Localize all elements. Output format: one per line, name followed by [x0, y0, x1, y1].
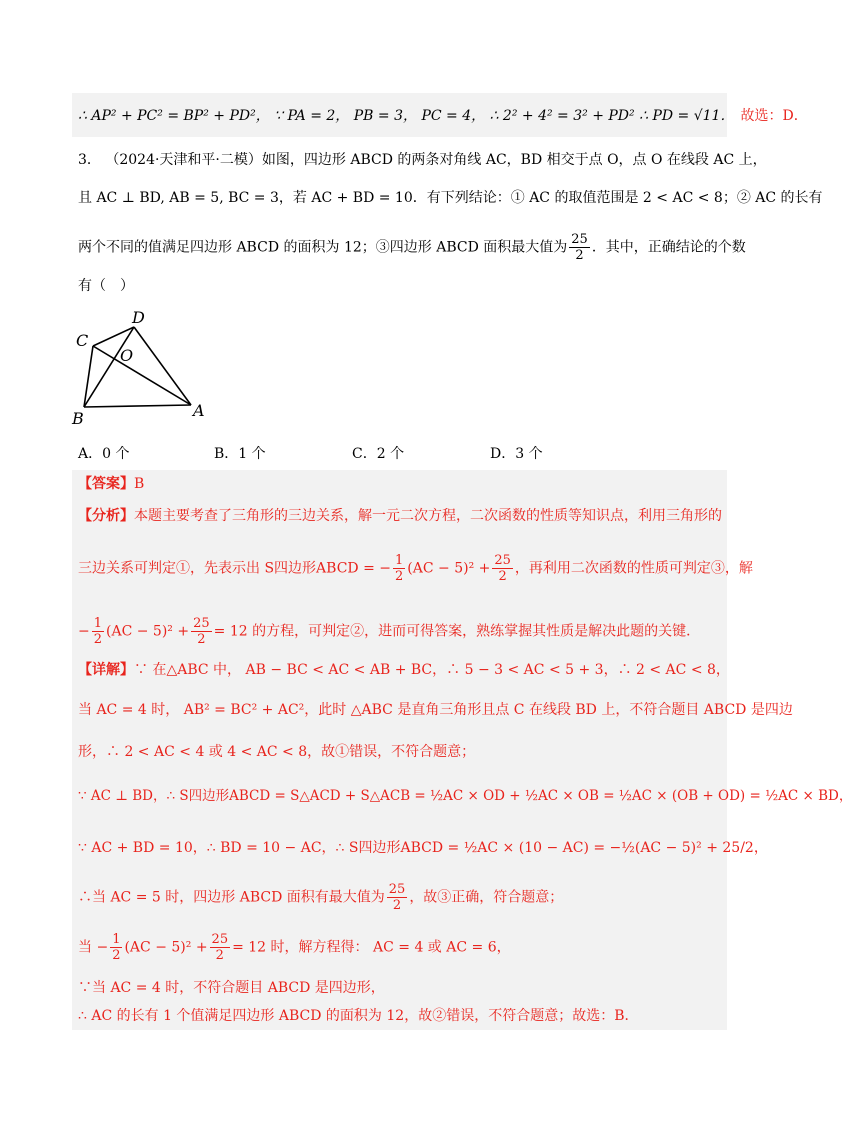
question-line-1: 3． （2024·天津和平·二模）如图，四边形 ABCD 的两条对角线 AC，BD 相交于点 O，点 O 在线段 AC 上，	[78, 152, 767, 168]
edge-BA	[84, 405, 191, 407]
option-b[interactable]: B．1 个	[214, 446, 266, 462]
diagonal-AC	[93, 346, 191, 405]
detail-line-8: ∵当 AC = 4 时，不符合题目 ABCD 是四边形，	[78, 980, 385, 996]
answer-line: 【答案】B	[78, 476, 145, 492]
analysis-line-3: − $\frac{1}{2}$ (AC − 5)² + $\frac{25}{2}$ = 12 的方程，可判定②，进而可得答案，熟练掌握其性质是解决此题的关键．	[78, 616, 701, 647]
edge-DA	[134, 327, 191, 405]
option-a[interactable]: A．0 个	[78, 446, 130, 462]
prev-choice: 故选：D．	[740, 108, 808, 124]
prev-solution-line	[78, 106, 808, 126]
question-line-3: 两个不同的值满足四边形 ABCD 的面积为 12；③四边形 ABCD 面积最大值为 $\frac{25}{2}$ ．其中，正确结论的个数	[78, 232, 746, 263]
label-A: A	[193, 401, 205, 420]
detail-line-6: ∴当 AC = 5 时，四边形 ABCD 面积有最大值为 $\frac{25}{2}$ ，故③正确，符合题意；	[78, 882, 564, 913]
analysis-line-1: 【分析】本题主要考查了三角形的三边关系，解一元二次方程，二次函数的性质等知识点，利用三角形的	[78, 508, 722, 524]
label-C: C	[76, 331, 89, 350]
detail-line-9: ∴ AC 的长有 1 个值满足四边形 ABCD 的面积为 12，故②错误，不符合题意；故选：B．	[78, 1008, 639, 1024]
detail-line-7: 当 − $\frac{1}{2}$ (AC − 5)² + $\frac{25}{2}$ = 12 时，解方程得： AC = 4 或 AC = 6，	[78, 932, 511, 963]
detail-line-3: 形，∴ 2 < AC < 4 或 4 < AC < 8，故①错误，不符合题意；	[78, 744, 476, 760]
answer-value: B	[134, 476, 145, 492]
detail-line-1: 【详解】∵ 在△ABC 中， AB − BC < AC < AB + BC，∴ 5 − 3 < AC < 5 + 3，∴ 2 < AC < 8，	[78, 662, 730, 678]
label-B: B	[72, 409, 84, 428]
question-line-2: 且 AC ⊥ BD, AB = 5, BC = 3，若 AC + BD = 10．有下列结论：① AC 的取值范围是 2 < AC < 8；② AC 的长有	[78, 190, 823, 206]
detail-line-5: ∵ AC + BD = 10，∴ BD = 10 − AC，∴ S四边形ABCD = ½AC × (10 − AC) = −½(AC − 5)² + 25/2，	[78, 840, 768, 856]
fraction: $\frac{25}{2}$	[571, 232, 588, 263]
option-c[interactable]: C．2 个	[352, 446, 405, 462]
question-line-4: 有（ ）	[78, 278, 134, 294]
edge-BC	[84, 346, 93, 407]
analysis-line-2: 三边关系可判定①，先表示出 S四边形ABCD = − $\frac{1}{2}$ (AC − 5)² + $\frac{25}{2}$ ，再利用二次函数的性质可判定③，解	[78, 553, 753, 584]
detail-line-2: 当 AC = 4 时， AB² = BC² + AC²，此时 △ABC 是直角三角形且点 C 在线段 BD 上，不符合题目 ABCD 是四边	[78, 702, 793, 718]
label-O: O	[120, 346, 134, 365]
prev-formula: ∴ AP² + PC² = BP² + PD²， ∵ PA = 2， PB = 3， PC = 4， ∴ 2² + 4² = 3² + PD² ∴ PD = √11．	[78, 108, 735, 124]
detail-line-4: ∵ AC ⊥ BD，∴ S四边形ABCD = S△ACD + S△ACB = ½AC × OD + ½AC × OB = ½AC × (OB + OD) = ½AC × BD，	[78, 788, 852, 804]
quadrilateral-figure	[70, 305, 210, 430]
label-D: D	[132, 308, 145, 327]
option-d[interactable]: D．3 个	[490, 446, 543, 462]
